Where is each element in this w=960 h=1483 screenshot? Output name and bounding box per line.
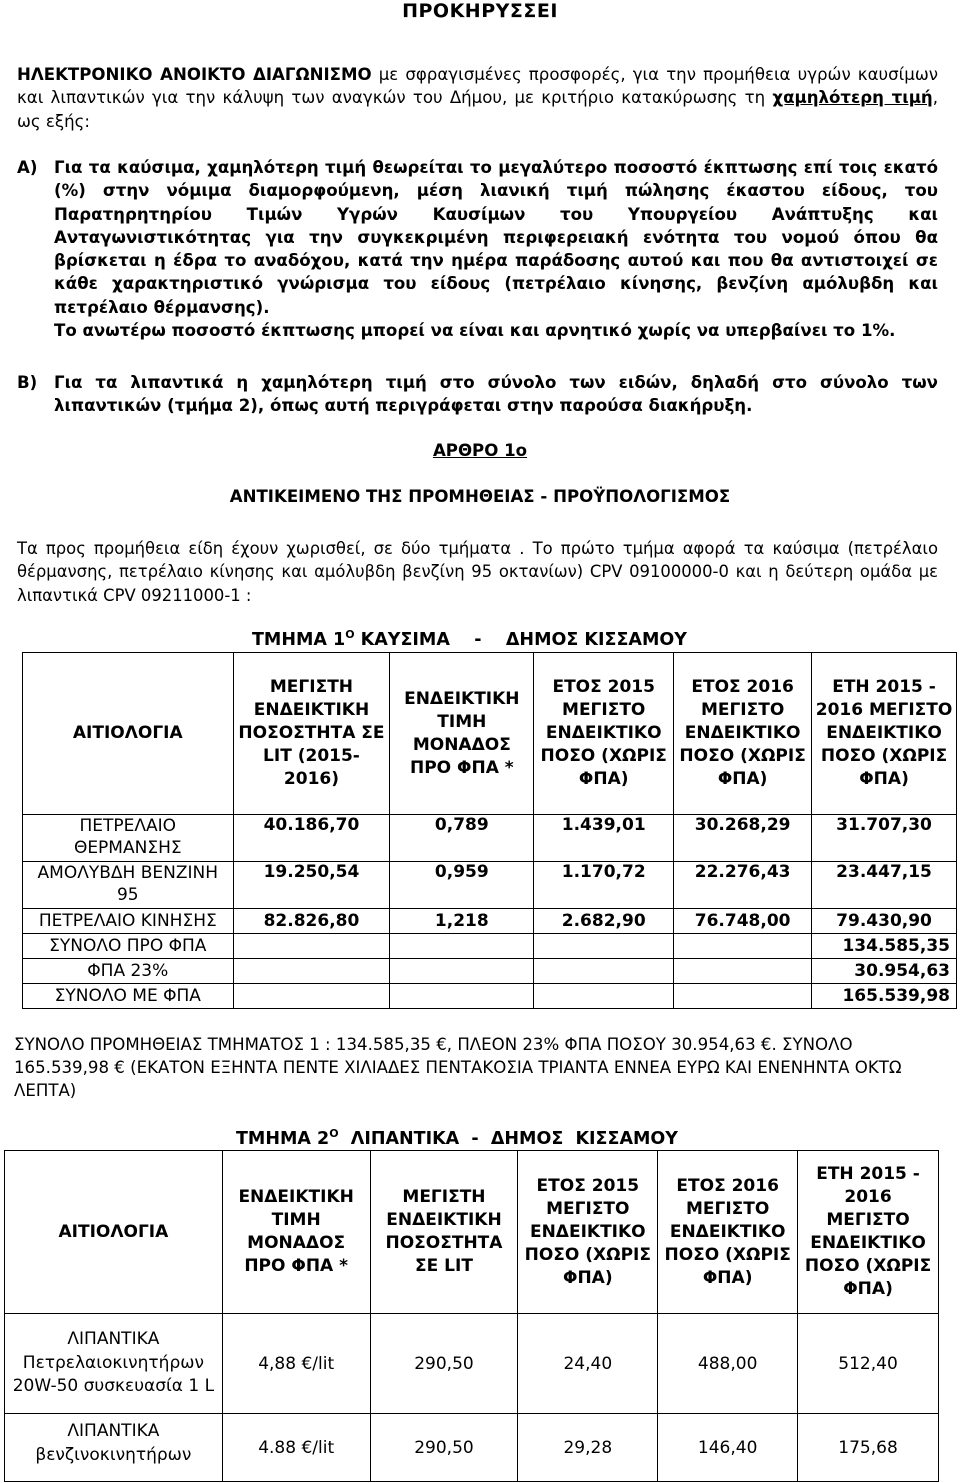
intro-text-1: με σφραγισμένες προσφορές, για την προμήθεια υγρών καυσίμων και λιπαντικών για την κάλυψη των αναγκών του Δήμου, με κριτήριο κατακύρωσης τη <box>17 65 938 108</box>
intro-text-2: , ως εξής: <box>17 88 939 131</box>
empty-cell <box>233 934 390 959</box>
clause-b <box>17 371 938 418</box>
table2-header-row <box>5 1151 939 1314</box>
clause-a-label: Α) <box>17 158 38 177</box>
totals-value: 30.954,63 <box>812 959 957 984</box>
totals-row <box>23 934 957 959</box>
empty-cell <box>674 934 812 959</box>
table1-header-cell: ΕΝΔΕΙΚΤΙΚΗ ΤΙΜΗ ΜΟΝΑΔΟΣ ΠΡΟ ΦΠΑ * <box>390 653 534 815</box>
cell: 1.170,72 <box>534 862 674 909</box>
table1-header-cell: ΜΕΓΙΣΤΗ ΕΝΔΕΙΚΤΙΚΗ ΠΟΣΟΣΤΗΤΑ ΣΕ LIT (2015-2016) <box>233 653 390 815</box>
totals-row <box>23 984 957 1009</box>
row-label: ΑΜΟΛΥΒΔΗ ΒΕΝΖΙΝΗ 95 <box>23 862 234 909</box>
table-row <box>5 1314 939 1414</box>
clause-b-body <box>17 371 938 418</box>
cell: 29,28 <box>518 1414 658 1482</box>
cell: 4.88 €/lit <box>222 1414 370 1482</box>
cell: 23.447,15 <box>812 862 957 909</box>
article-text: Τα προς προμήθεια είδη έχουν χωρισθεί, σε δύο τμήματα . Το πρώτο τμήμα αφορά τα καύσιμα (πετρέλαιο θέρμανσης, πετρέλαιο κίνησης και αμόλυβδη βενζίνη 95 οκτανίων) CPV 09100000-0 και η δεύτερη ομάδα με λιπαντικά CPV 09211000-1 : <box>17 539 938 605</box>
cell: 31.707,30 <box>812 815 957 862</box>
clause-a <box>17 156 938 342</box>
table1-title-sup: Ο <box>345 628 355 641</box>
row-label: ΛΙΠΑΝΤΙΚΑ Πετρελαιοκινητήρων 20W-50 συσκευασία 1 L <box>5 1314 223 1414</box>
page-title: ΠΡΟΚΗΡΥΣΣΕΙ <box>402 0 558 22</box>
clause-a-note: Το ανωτέρω ποσοστό έκπτωσης μπορεί να είναι και αρνητικό χωρίς να υπερβαίνει το 1%. <box>54 321 896 341</box>
intro-paragraph <box>17 63 938 133</box>
clause-a-text: Για τα καύσιμα, χαμηλότερη τιμή θεωρείται το μεγαλύτερο ποσοστό έκπτωσης επί τοις εκατό (%) στην νόμιμα διαμορφούμενη, μέση λιανική τιμή πώλησης έκαστου είδους, του Παρατηρητηρίου Τιμών Υγρών Καυσίμων του Υπουργείου Ανάπτυξης και Ανταγωνιστικότητας για την συγκεκριμένη περιφερειακή ενότητα του νομού όπου θα βρίσκεται η έδρα το αναδόχου, κατά την ημέρα παράδοσης αυτού και που θα αντιστοιχεί σε κάθε χαρακτηριστικό γνώρισμα του είδους (πετρέλαιο κίνησης, βενζίνη αμόλυβδη και πετρέλαιο θέρμανσης). <box>54 158 938 317</box>
table1-header-row <box>23 653 957 815</box>
totals-row <box>23 959 957 984</box>
empty-cell <box>674 984 812 1009</box>
row-label: ΠΕΤΡΕΛΑΙΟ ΘΕΡΜΑΝΣΗΣ <box>23 815 234 862</box>
totals-value: 165.539,98 <box>812 984 957 1009</box>
table2-title-post: ΛΙΠΑΝΤΙΚΑ - ΔΗΜΟΣ ΚΙΣΣΑΜΟΥ <box>338 1128 678 1149</box>
table1-header-cell: ΕΤΟΣ 2015 ΜΕΓΙΣΤΟ ΕΝΔΕΙΚΤΙΚΟ ΠΟΣΟ (ΧΩΡΙΣ ΦΠΑ) <box>534 653 674 815</box>
cell: 2.682,90 <box>534 909 674 934</box>
table1-header-cell: ΑΙΤΙΟΛΟΓΙΑ <box>23 653 234 815</box>
table-row <box>5 1414 939 1482</box>
cell: 1,218 <box>390 909 534 934</box>
table2-header-cell: ΕΝΔΕΙΚΤΙΚΗ ΤΙΜΗ ΜΟΝΑΔΟΣ ΠΡΟ ΦΠΑ * <box>222 1151 370 1314</box>
clause-a-body <box>17 156 938 319</box>
table-row <box>23 909 957 934</box>
empty-cell <box>534 984 674 1009</box>
empty-cell <box>233 984 390 1009</box>
table1-title <box>252 628 687 650</box>
article-number-text: ΑΡΘΡΟ 1ο <box>432 441 528 460</box>
cell: 4,88 €/lit <box>222 1314 370 1414</box>
table1-title-post: ΚΑΥΣΙΜΑ - ΔΗΜΟΣ ΚΙΣΣΑΜΟΥ <box>354 629 687 650</box>
table2-header-cell: ΕΤΟΣ 2015 ΜΕΓΙΣΤΟ ΕΝΔΕΙΚΤΙΚΟ ΠΟΣΟ (ΧΩΡΙΣ ΦΠΑ) <box>518 1151 658 1314</box>
table1 <box>22 652 957 1009</box>
empty-cell <box>390 959 534 984</box>
cell: 290,50 <box>370 1314 518 1414</box>
cell: 30.268,29 <box>674 815 812 862</box>
cell: 0,789 <box>390 815 534 862</box>
table1-header-cell: ΕΤΗ 2015 - 2016 ΜΕΓΙΣΤΟ ΕΝΔΕΙΚΤΙΚΟ ΠΟΣΟ (ΧΩΡΙΣ ΦΠΑ) <box>812 653 957 815</box>
totals-label: ΣΥΝΟΛΟ ΠΡΟ ΦΠΑ <box>23 934 234 959</box>
empty-cell <box>390 984 534 1009</box>
article-heading: ΑΝΤΙΚΕΙΜΕΝΟ ΤΗΣ ΠΡΟΜΗΘΕΙΑΣ - ΠΡΟΫΠΟΛΟΓΙΣΜΟΣ <box>229 487 731 506</box>
empty-cell <box>534 959 674 984</box>
cell: 82.826,80 <box>233 909 390 934</box>
cell: 1.439,01 <box>534 815 674 862</box>
row-label: ΠΕΤΡΕΛΑΙΟ ΚΙΝΗΣΗΣ <box>23 909 234 934</box>
cell: 24,40 <box>518 1314 658 1414</box>
empty-cell <box>534 934 674 959</box>
cell: 79.430,90 <box>812 909 957 934</box>
cell: 290,50 <box>370 1414 518 1482</box>
empty-cell <box>233 959 390 984</box>
article-number <box>0 441 960 460</box>
cell: 40.186,70 <box>233 815 390 862</box>
summary-tmima-1: ΣΥΝΟΛΟ ΠΡΟΜΗΘΕΙΑΣ ΤΜΗΜΑΤΟΣ 1 : 134.585,35 €, ΠΛΕΟΝ 23% ΦΠΑ ΠΟΣΟΥ 30.954,63 €. ΣΥΝΟΛΟ 165.539,98 € (ΕΚΑΤΟΝ ΕΞΗΝΤΑ ΠΕΝΤΕ ΧΙΛΙΑΔΕΣ ΠΕΝΤΑΚΟΣΙΑ ΤΡΙΑΝΤΑ ΕΝΝΕΑ ΕΥΡΩ ΚΑΙ ΕΝΕΝΗΝΤΑ ΟΚΤΩ ΛΕΠΤΑ) <box>14 1035 902 1100</box>
cell: 22.276,43 <box>674 862 812 909</box>
cell: 488,00 <box>658 1314 798 1414</box>
row-label: ΛΙΠΑΝΤΙΚΑ βενζινοκινητήρων <box>5 1414 223 1482</box>
table2-header-cell: ΕΤΗ 2015 - 2016 ΜΕΓΙΣΤΟ ΕΝΔΕΙΚΤΙΚΟ ΠΟΣΟ (ΧΩΡΙΣ ΦΠΑ) <box>798 1151 939 1314</box>
table2 <box>4 1150 939 1482</box>
cell: 0,959 <box>390 862 534 909</box>
intro-underlined: χαμηλότερη τιμή <box>772 88 933 108</box>
clause-b-text: Για τα λιπαντικά η χαμηλότερη τιμή στο σύνολο των ειδών, δηλαδή στο σύνολο των λιπαντικών (τμήμα 2), όπως αυτή περιγράφεται στην παρούσα διακήρυξη. <box>54 373 938 416</box>
table2-title-pre: ΤΜΗΜΑ 2 <box>236 1128 330 1149</box>
cell: 19.250,54 <box>233 862 390 909</box>
table2-header-cell: ΕΤΟΣ 2016 ΜΕΓΙΣΤΟ ΕΝΔΕΙΚΤΙΚΟ ΠΟΣΟ (ΧΩΡΙΣ ΦΠΑ) <box>658 1151 798 1314</box>
cell: 175,68 <box>798 1414 939 1482</box>
table-row <box>23 862 957 909</box>
empty-cell <box>674 959 812 984</box>
totals-label: ΣΥΝΟΛΟ ΜΕ ΦΠΑ <box>23 984 234 1009</box>
table1-header-cell: ΕΤΟΣ 2016 ΜΕΓΙΣΤΟ ΕΝΔΕΙΚΤΙΚΟ ΠΟΣΟ (ΧΩΡΙΣ ΦΠΑ) <box>674 653 812 815</box>
table2-title <box>236 1127 678 1149</box>
table2-header-cell: ΜΕΓΙΣΤΗ ΕΝΔΕΙΚΤΙΚΗ ΠΟΣΟΣΤΗΤΑ ΣΕ LIT <box>370 1151 518 1314</box>
table-row <box>23 815 957 862</box>
intro-lead: ΗΛΕΚΤΡΟΝΙΚΟ ΑΝΟΙΚΤΟ ΔΙΑΓΩΝΙΣΜΟ <box>17 65 372 84</box>
cell: 146,40 <box>658 1414 798 1482</box>
cell: 512,40 <box>798 1314 939 1414</box>
empty-cell <box>390 934 534 959</box>
table2-header-cell: ΑΙΤΙΟΛΟΓΙΑ <box>5 1151 223 1314</box>
totals-label: ΦΠΑ 23% <box>23 959 234 984</box>
table1-title-pre: ΤΜΗΜΑ 1 <box>252 629 346 650</box>
totals-value: 134.585,35 <box>812 934 957 959</box>
table2-title-sup: Ο <box>329 1127 339 1140</box>
cell: 76.748,00 <box>674 909 812 934</box>
clause-b-label: Β) <box>17 373 38 392</box>
